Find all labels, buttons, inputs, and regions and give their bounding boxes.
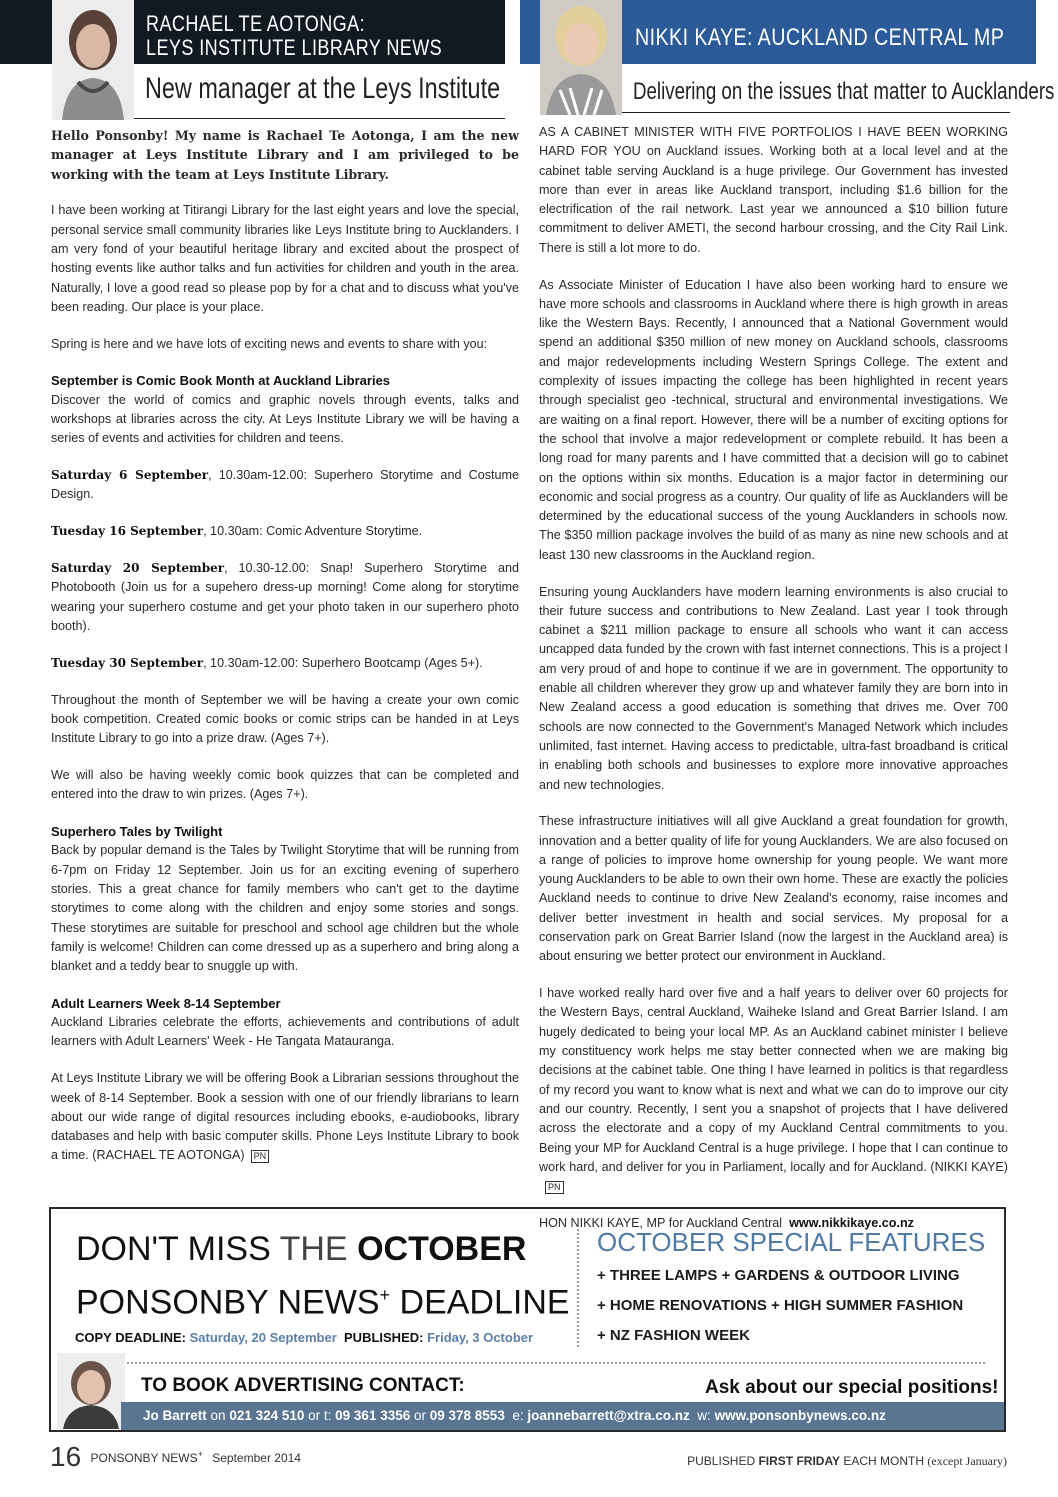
right-column-name: NIKKI KAYE: AUCKLAND CENTRAL MP — [635, 24, 1005, 51]
issue-date: September 2014 — [212, 1451, 301, 1465]
contact-phone[interactable]: 09 361 3356 — [335, 1408, 411, 1423]
left-paragraph: We will also be having weekly comic book quizzes that can be completed and entered into the draw to win prizes. (Ages 7+). — [51, 767, 519, 802]
right-closing-paragraph — [539, 984, 1008, 1196]
left-paragraph: Throughout the month of September we will be having a create your own comic book competition. Created comic books or comic strips can be handed in at Leys Institute Library to go into a prize draw. (Ages 7+). — [51, 692, 519, 746]
ad-text: THE — [279, 1230, 358, 1268]
comic-month-heading: September is Comic Book Month at Auckland Libraries — [51, 373, 391, 389]
nikki-photo — [540, 0, 622, 115]
ad-text: DEADLINE — [390, 1283, 570, 1322]
event-date: Saturday 20 September — [51, 561, 225, 576]
contact-bar — [121, 1402, 1004, 1430]
ad-text: DON'T MISS — [76, 1230, 280, 1268]
contact-phone[interactable]: 021 324 510 — [229, 1408, 305, 1423]
contact-name: Jo Barrett — [143, 1408, 207, 1423]
event-text: , 10.30am-12.00: Superhero Storytime and Costume Design. — [51, 468, 519, 502]
left-column-name-line2: LEYS INSTITUTE LIBRARY NEWS — [146, 35, 443, 60]
contact-text: or t: — [304, 1408, 336, 1423]
left-headline-rule — [134, 118, 505, 119]
feature-item: + THREE LAMPS + GARDENS & OUTDOOR LIVING — [597, 1267, 960, 1284]
event-item — [51, 654, 519, 673]
event-item — [51, 522, 519, 541]
left-headline: New manager at the Leys Institute — [145, 72, 501, 105]
contact-text: on — [206, 1408, 230, 1423]
event-date: Tuesday 30 September — [51, 655, 204, 670]
ad-headline-line2 — [76, 1272, 570, 1325]
feature-item: + NZ FASHION WEEK — [597, 1327, 750, 1344]
deadline-advert — [49, 1207, 1006, 1432]
signoff-text: HON NIKKI KAYE, MP for Auckland Central — [539, 1215, 783, 1230]
adult-learners-heading: Adult Learners Week 8-14 September — [51, 995, 281, 1011]
left-column-name-line1: RACHAEL TE AOTONGA: — [146, 11, 365, 36]
right-paragraph: These infrastructure initiatives will all give Auckland a great foundation for growth, innovation and a better quality of life for young Aucklanders. We are also focused on a range of policies to improve home ownership for young people. We want more young Aucklanders to be able to own their own home. These are exactly the policies Auckland needs to continue to drive New Zealand's economy, raise incomes and deliver better investment in health and social services. My proposal for a conservation park on Great Barrier Island (now the largest in the Auckland area) is about ensuring we better protect our environment in Auckland. — [539, 814, 1008, 964]
published-label: PUBLISHED: — [344, 1330, 424, 1345]
event-text: , 10.30am: Comic Adventure Storytime. — [203, 524, 423, 539]
right-headline: Delivering on the issues that matter to Aucklanders — [633, 78, 1055, 105]
event-item — [51, 466, 519, 505]
page-footer-right — [687, 1454, 1007, 1469]
copy-deadline-label: COPY DEADLINE: — [75, 1330, 186, 1345]
book-advertising-heading: TO BOOK ADVERTISING CONTACT: — [141, 1375, 465, 1396]
contact-text: e: — [504, 1408, 528, 1423]
left-closing-text: At Leys Institute Library we will be offering Book a Librarian sessions throughout the week of 8-14 September. Book a session with one of our friendly librarians to learn about our wide range of digital resources including ebooks, e-audiobooks, library databases and help with basic computer skills. Phone Leys Institute Library to book a time. (RACHAEL TE AOTONGA) — [51, 1071, 519, 1163]
published-value: Friday, 3 October — [427, 1330, 534, 1345]
right-headline-rule — [622, 112, 1010, 113]
event-date: Saturday 6 September — [51, 468, 209, 483]
pn-mark: PN — [545, 1181, 564, 1194]
ad-sup: + — [379, 1285, 391, 1305]
event-date: Tuesday 16 September — [51, 524, 204, 539]
left-paragraph: I have been working at Titirangi Library for the last eight years and love the special, personal service small community libraries like Leys Institute bring to Aucklanders. I am very fond of your beautiful heritage library and excited about the prospect of hosting events like author talks and fun activities for children and youth in the area. Naturally, I love a good read so please pop by for a chat and to discuss what you've been reading. Our place is your place. — [51, 203, 519, 314]
contact-website-link[interactable]: www.ponsonbynews.co.nz — [714, 1408, 886, 1423]
right-closing-text: I have worked really hard over five and a half years to deliver over 60 projects for the Western Bays, central Auckland, Waiheke Island and Great Barrier Island. I am hugely dedicated to being your local MP. As an Auckland cabinet minister I believe my constituency work helps me stay better connected when we are making big decisions at the cabinet table. One thing I have learned in politics is that regardless of my record you want to know what is next and what we can do to improve our city and our country. Recently, I sent you a snapshot of projects that I have delivered across the electorate and a copy of my Auckland Central commitments to you. Being your MP for Auckland Central is a huge privilege. I hope that I can continue to work hard, and deliver for you in Parliament, locally and for Auckland. (NIKKI KAYE) — [539, 986, 1008, 1174]
right-paragraph: Ensuring young Aucklanders have modern learning environments is also crucial to their future success and contributions to New Zealand. Last year I took through cabinet a $211 million package to ensure all schools who want it can access uncapped data funded by the crown with fast internet connections. This is a project I am very proud of and hope to continue if we are in government. The opportunity to enable all children wherever they grow up and whatever family they are born into in New Zealand access a good education is something that drives me. Over 700 schools are now connected to the Government's Managed Network which includes unlimited, fast internet. Having access to predictable, ultra-fast broadband is critical in enabling both schools and businesses to explore more innovative approaches and new technologies. — [539, 584, 1008, 792]
adult-learners-text: Auckland Libraries celebrate the efforts, achievements and contributions of adult learners with Adult Learners' Week - He Tangata Matauranga. — [51, 1015, 519, 1049]
contact-email-link[interactable]: joannebarrett@xtra.co.nz — [527, 1408, 690, 1423]
right-article-body — [539, 123, 1008, 1251]
ad-divider — [577, 1229, 579, 1347]
adult-learners-section — [51, 994, 519, 1052]
right-paragraph: As Associate Minister of Education I have also been working hard to ensure we have more schools and classrooms in Auckland where there is high growth in areas like the Western Bays. Recently, I announced that a National Government would spend an additional $350 million of new money on Auckland schools, classrooms and major redevelopments including Western Springs College. The extent and complexity of issues impacting the college has been highlighted in recent years through specialist geo -technical, structural and environmental investigations. We are waiting on a final report. However, there will be a number of exciting options for the school that involve a major redevelopment or complete rebuild. It has been a long road for many parents and I have committed that a decision will go to cabinet on the options within six months. Education is a major factor in determining our economic and social progress as a country. Our quality of life as Aucklanders will be determined by the educational success of the young Aucklanders in schools now. The $350 million package involves the build of as many as nine new schools and at least 130 new classrooms in the Auckland region. — [539, 277, 1008, 562]
pn-mark: PN — [251, 1150, 270, 1163]
jo-barrett-photo — [57, 1353, 125, 1429]
ad-text: PONSONBY NEWS — [76, 1283, 380, 1322]
tales-text: Back by popular demand is the Tales by Twilight Storytime that will be running from 6-7pm on Friday 12 September. Join us for an exciting evening of superhero stories. This a great chance for family members who can't get to the daytime storytimes to come along with the children and enjoy some stories and songs. These storytimes are suitable for preschool and school age children but the whole family is welcome! Children can come dressed up as a superhero and bring along a blanket and a teddy bear to snuggle up with. — [51, 843, 519, 974]
ad-headline-line1 — [76, 1226, 526, 1272]
publication-name: PONSONBY NEWS — [90, 1451, 198, 1465]
event-item — [51, 559, 519, 636]
ad-text: OCTOBER — [357, 1230, 527, 1268]
event-text: , 10.30-12.00: Snap! Superhero Storytime and Photobooth (Join us for a supehero dress-up morning! Come along for storytime wearing your superhero costume and get your photo taken in our superhero photo booth). — [51, 561, 519, 633]
event-text: , 10.30am-12.00: Superhero Bootcamp (Ages 5+). — [203, 655, 483, 670]
footer-text: EACH MONTH — [840, 1454, 928, 1468]
copy-deadline-value: Saturday, 20 September — [189, 1330, 337, 1345]
comic-month-section — [51, 371, 519, 448]
left-paragraph: Spring is here and we have lots of exciting news and events to share with you: — [51, 336, 488, 351]
contact-text: or — [410, 1408, 430, 1423]
page-footer-left — [50, 1441, 301, 1473]
page-number: 16 — [50, 1441, 82, 1472]
comic-month-text: Discover the world of comics and graphic novels through events, talks and workshops at libraries across the city. At Leys Institute Library we will be having a series of events and activities for children and teens. — [51, 392, 519, 446]
left-article-body — [51, 126, 519, 1183]
rachael-photo — [52, 0, 134, 120]
footer-text: (except January) — [927, 1454, 1007, 1468]
deadline-dates — [75, 1330, 533, 1345]
contact-text: w: — [689, 1408, 715, 1423]
nikki-website-link[interactable]: www.nikkikaye.co.nz — [789, 1215, 914, 1230]
publication-sup: + — [197, 1449, 203, 1459]
ad-dotted-rule — [123, 1362, 985, 1364]
left-intro: Hello Ponsonby! My name is Rachael Te Aotonga, I am the new manager at Leys Institute Library and I am privileged to be working with the team at Leys Institute Library. — [51, 128, 519, 182]
left-closing-paragraph — [51, 1069, 519, 1165]
left-column-name — [146, 12, 458, 60]
tales-section — [51, 822, 519, 976]
tales-heading: Superhero Tales by Twilight — [51, 824, 223, 840]
features-title: OCTOBER SPECIAL FEATURES — [597, 1227, 986, 1257]
footer-text: PUBLISHED — [687, 1454, 759, 1468]
right-paragraph: AS A CABINET MINISTER WITH FIVE PORTFOLIOS I HAVE BEEN WORKING HARD FOR YOU on Auckland issues. Working both at a local level and at the cabinet table serving Auckland is a huge privilege. Our Government has invested more than ever in areas like Auckland transport, including $1.6 billion for the electrification of the rail network. Last year we announced a $10 billion future commitment to deliver AMETI, the second harbour crossing, and the City Rail Link. There is still a lot more to do. — [539, 125, 1008, 255]
feature-item: + HOME RENOVATIONS + HIGH SUMMER FASHION — [597, 1297, 964, 1314]
contact-phone[interactable]: 09 378 8553 — [429, 1408, 505, 1423]
footer-text: FIRST FRIDAY — [758, 1454, 841, 1468]
special-positions-text: Ask about our special positions! — [705, 1377, 999, 1398]
